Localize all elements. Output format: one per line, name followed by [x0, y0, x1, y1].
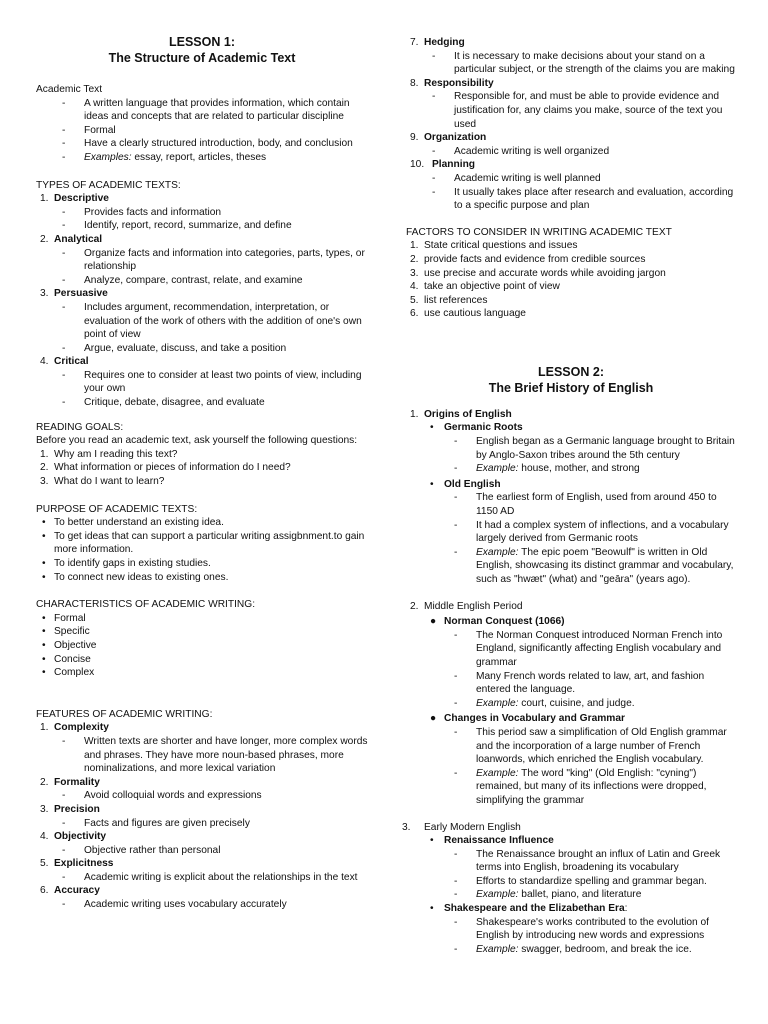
types-list: [36, 192, 368, 410]
list-item: - Provides facts and information: [62, 206, 222, 218]
list-item: - Requires one to consider at least two points of view, including your own: [62, 369, 362, 395]
list-item: - Academic writing uses vocabulary accurately: [62, 899, 287, 911]
list-item: - Example: court, cuisine, and judge.: [454, 697, 635, 709]
section-title: 1. Origins of English: [410, 408, 512, 420]
list-item: - Written texts are shorter and have longer, more complex words and phrases. They have more noun-based phrases, more nominalizations, and more lexical variation: [62, 735, 368, 775]
list-item: 2. provide facts and evidence from credible sources: [410, 253, 646, 265]
characteristics-section: [36, 598, 368, 680]
list-item: - Avoid colloquial words and expressions: [62, 790, 262, 802]
list-item: 1. Why am I reading this text?: [40, 448, 178, 460]
lesson2-heading: The Brief History of English: [488, 380, 654, 395]
list-item: 6. use cautious language: [410, 308, 526, 320]
subsection-title: ● Changes in Vocabulary and Grammar: [430, 713, 625, 725]
numbered-item-title: 4. Critical: [40, 356, 89, 368]
list-item: • Complex: [42, 667, 95, 679]
list-item: - Responsible for, and must be able to provide evidence and justification for, any claims you make, source of the text you used: [432, 91, 723, 130]
numbered-item-title: 8. Responsibility: [410, 77, 494, 89]
list-item: - Have a clearly structured introduction, body, and conclusion: [62, 138, 353, 150]
lesson1-label: LESSON 1:: [169, 35, 235, 49]
list-item: - It usually takes place after research and evaluation, according to a specific purpose and plan: [432, 186, 734, 212]
features-section: [36, 708, 368, 912]
section-title: 2. Middle English Period: [410, 600, 523, 612]
list-item: 5. list references: [410, 294, 488, 306]
numbered-item-title: 2. Analytical: [40, 233, 103, 245]
list-item: - Example: The epic poem "Beowulf" is written in Old English, showcasing its distinct grammar and vocabulary, such as "hwæt" (what) and "geāra" (years ago).: [454, 546, 734, 585]
list-item: 1. State critical questions and issues: [410, 240, 578, 252]
numbered-item-title: 5. Explicitness: [40, 858, 114, 870]
list-item: - Examples: essay, report, articles, theses: [62, 151, 267, 163]
academic-text-heading: Academic Text: [36, 84, 103, 95]
purpose-heading: PURPOSE OF ACADEMIC TEXTS:: [36, 503, 198, 515]
list-item: - Argue, evaluate, discuss, and take a position: [62, 342, 287, 354]
list-item: 3. What do I want to learn?: [40, 476, 165, 488]
reading-goals-section: [36, 421, 368, 489]
list-item: - Academic writing is well organized: [432, 145, 610, 157]
factors-heading: FACTORS TO CONSIDER IN WRITING ACADEMIC TEXT: [406, 226, 672, 238]
list-item: - The earliest form of English, used from around 450 to 1150 AD: [454, 492, 717, 518]
characteristics-heading: CHARACTERISTICS OF ACADEMIC WRITING:: [36, 599, 256, 611]
numbered-item-title: 1. Descriptive: [40, 193, 109, 205]
numbered-item-title: 4. Objectivity: [40, 831, 107, 843]
numbered-item-title: 3. Persuasive: [40, 288, 108, 300]
features-list-right: [406, 36, 736, 213]
numbered-item-title: 6. Accuracy: [40, 885, 100, 897]
numbered-item-title: 10. Planning: [410, 159, 476, 171]
list-item: - A written language that provides information, which contain ideas and concepts that are related to particular discipline: [62, 97, 350, 123]
lesson1-heading: The Structure of Academic Text: [108, 51, 296, 65]
list-item: - It had a complex system of inflections, and a vocabulary largely derived from Germanic roots: [454, 519, 729, 545]
list-item: - Many French words related to law, art, and fashion entered the language.: [454, 670, 705, 696]
features-list-left: [36, 721, 368, 911]
reading-goals-heading: READING GOALS:: [36, 421, 124, 433]
list-item: 3. use precise and accurate words while avoiding jargon: [410, 267, 666, 279]
numbered-item-title: 3. Precision: [40, 803, 100, 815]
list-item: - Objective rather than personal: [62, 844, 221, 856]
subsection-title: ● Norman Conquest (1066): [430, 616, 565, 628]
reading-goals-intro: Before you read an academic text, ask yourself the following questions:: [36, 435, 358, 447]
list-item: • Concise: [42, 653, 91, 665]
list-item: - Analyze, compare, contrast, relate, and examine: [62, 274, 303, 286]
list-item: • To better understand an existing idea.: [42, 517, 224, 529]
numbered-item-title: 2. Formality: [40, 776, 100, 788]
list-item: - Organize facts and information into categories, parts, types, or relationship: [62, 247, 365, 273]
types-section: [36, 179, 368, 410]
list-item: - Example: ballet, piano, and literature: [454, 889, 642, 901]
features-heading: FEATURES OF ACADEMIC WRITING:: [36, 708, 213, 720]
list-item: - This period saw a simplification of Old English grammar and the incorporation of a large number of French loanwords, which enriched the English vocabulary.: [454, 726, 727, 766]
list-item: - Critique, debate, disagree, and evaluate: [62, 397, 265, 409]
lesson1-title: [36, 34, 368, 66]
history-section-early-modern: [398, 821, 736, 957]
section-title: 3. Early Modern English: [402, 821, 521, 833]
list-item: - Example: The word "king" (Old English: "cyning") remained, but many of its inflections were dropped, simplifying the grammar: [454, 767, 707, 806]
numbered-item-title: 9. Organization: [410, 132, 487, 144]
subsection-title: • Germanic Roots: [430, 422, 523, 434]
types-heading: TYPES OF ACADEMIC TEXTS:: [36, 179, 181, 191]
numbered-item-title: 7. Hedging: [410, 37, 465, 48]
list-item: - Includes argument, recommendation, interpretation, or evaluation of the work of others with the addition of one's own point of view: [62, 301, 362, 341]
list-item: - English began as a Germanic language brought to Britain by Anglo-Saxon tribes around the 5th century: [454, 436, 735, 461]
purpose-section: [36, 503, 368, 585]
history-section-origins: [406, 408, 736, 587]
list-item: • To get ideas that can support a particular writing assigbnment.to gain more information.: [42, 530, 365, 556]
lesson2-label: LESSON 2:: [538, 364, 604, 379]
list-item: • Specific: [42, 626, 90, 638]
subsection-title: • Old English: [430, 478, 501, 490]
subsection-title: • Renaissance Influence: [430, 835, 554, 847]
list-item: - The Norman Conquest introduced Norman French into England, significantly affecting English vocabulary and grammar: [454, 629, 723, 668]
right-column: [402, 36, 736, 956]
list-item: - Example: swagger, bedroom, and break the ice.: [454, 943, 692, 955]
list-item: - Shakespeare's works contributed to the evolution of English by introducing new words and expressions: [454, 916, 709, 942]
list-item: • To connect new ideas to existing ones.: [42, 571, 229, 583]
list-item: - Efforts to standardize spelling and grammar began.: [454, 875, 707, 887]
factors-section: [406, 226, 736, 321]
list-item: 2. What information or pieces of information do I need?: [40, 462, 291, 474]
list-item: - The Renaissance brought an influx of Latin and Greek terms into English, broadening its vocabulary: [454, 848, 721, 874]
history-section-middle-english: [406, 600, 736, 808]
subsection-title: • Shakespeare and the Elizabethan Era:: [430, 903, 628, 915]
list-item: - Academic writing is explicit about the relationships in the text: [62, 871, 358, 883]
list-item: • Objective: [42, 639, 97, 651]
left-column: [36, 34, 368, 912]
numbered-item-title: 1. Complexity: [40, 722, 109, 734]
academic-text-section: [36, 83, 368, 165]
list-item: • To identify gaps in existing studies.: [42, 558, 211, 569]
list-item: - Formal: [62, 124, 116, 136]
list-item: - Academic writing is well planned: [432, 172, 601, 184]
list-item: 4. take an objective point of view: [410, 281, 560, 293]
list-item: - Facts and figures are given precisely: [62, 817, 250, 829]
list-item: - Example: house, mother, and strong: [454, 463, 640, 475]
list-item: - Identify, report, record, summarize, and define: [62, 220, 292, 232]
list-item: • Formal: [42, 612, 86, 624]
list-item: - It is necessary to make decisions about your stand on a particular subject, or the strength of the claims you are making: [432, 50, 735, 76]
lesson2-title: [406, 364, 736, 396]
